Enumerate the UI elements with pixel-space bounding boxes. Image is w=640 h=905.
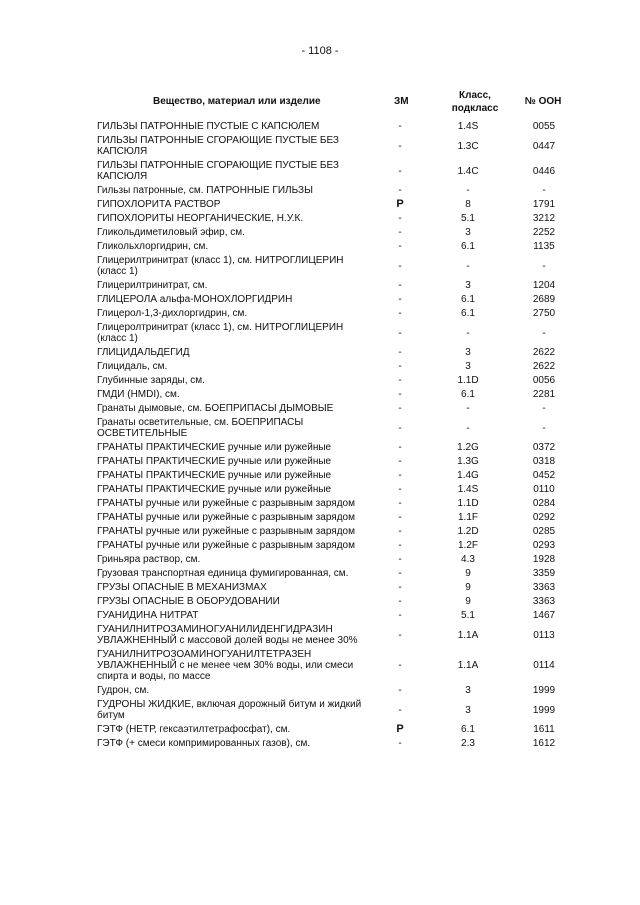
cell-dg: - xyxy=(398,294,402,305)
cell-class: 1.3G xyxy=(457,456,479,467)
table-row xyxy=(97,647,587,683)
table-row xyxy=(97,158,587,183)
table-row xyxy=(97,468,587,482)
cell-dg: P xyxy=(396,198,404,210)
cell-dg: - xyxy=(398,660,402,671)
cell-class: - xyxy=(466,185,470,196)
cell-class: 9 xyxy=(465,582,471,593)
cell-name: ГИПОХЛОРИТА РАСТВОР xyxy=(97,199,221,210)
cell-class: 6.1 xyxy=(461,724,475,735)
cell-name: Гликольхлоргидрин, см. xyxy=(97,241,209,252)
cell-un: 0318 xyxy=(532,456,556,467)
table-row xyxy=(97,552,587,566)
table-row xyxy=(97,292,587,306)
cell-name: Гликольдиметиловый эфир, см. xyxy=(97,227,245,238)
cell-un: - xyxy=(542,403,546,414)
cell-un: 1135 xyxy=(533,241,555,252)
page-number: - 1108 - xyxy=(301,45,339,57)
table-row xyxy=(97,373,587,387)
cell-un: 0292 xyxy=(532,512,556,523)
cell-class: 8 xyxy=(465,199,471,210)
cell-name: ГЭТФ (+ смеси компримированных газов), см. xyxy=(97,738,311,749)
cell-dg: - xyxy=(398,280,402,291)
cell-un: - xyxy=(542,260,546,272)
table-row xyxy=(97,133,587,158)
cell-name: ГРАНАТЫ ПРАКТИЧЕСКИЕ ручные или ружейные xyxy=(97,470,332,481)
table-row xyxy=(97,454,587,468)
cell-dg: - xyxy=(398,241,402,252)
cell-class: 1.2G xyxy=(457,442,479,453)
cell-dg: - xyxy=(398,470,402,481)
cell-class: 2.3 xyxy=(461,738,475,749)
cell-dg: - xyxy=(398,361,402,372)
cell-un: 1204 xyxy=(532,280,556,291)
cell-class: 9 xyxy=(465,568,471,579)
cell-dg: - xyxy=(398,738,402,749)
cell-un: 0284 xyxy=(532,498,556,509)
table-row xyxy=(97,415,587,440)
cell-un: 0055 xyxy=(532,121,556,132)
cell-un: 0447 xyxy=(532,140,556,152)
table-row xyxy=(97,306,587,320)
cell-class: 6.1 xyxy=(461,389,475,400)
table-body xyxy=(97,119,587,750)
cell-un: 2689 xyxy=(532,294,556,305)
table-row xyxy=(97,359,587,373)
cell-name: Глицерилтринитрат (класс 1), см. НИТРОГЛИЦЕРИН (класс 1) xyxy=(97,255,344,277)
cell-un: 0372 xyxy=(532,442,556,453)
cell-dg: - xyxy=(398,629,402,641)
cell-un: 2622 xyxy=(532,347,556,358)
cell-class: 5.1 xyxy=(461,213,475,224)
cell-name: ГРАНАТЫ ручные или ружейные с разрывным зарядом xyxy=(97,512,355,523)
cell-un: 1791 xyxy=(532,199,556,210)
cell-class: 6.1 xyxy=(461,241,475,252)
cell-class: 6.1 xyxy=(461,308,475,319)
cell-class: 1.4S xyxy=(457,484,479,495)
cell-name: ГРУЗЫ ОПАСНЫЕ В ОБОРУДОВАНИИ xyxy=(97,596,280,607)
cell-un: 0114 xyxy=(533,660,555,671)
cell-name: ГИЛЬЗЫ ПАТРОННЫЕ СГОРАЮЩИЕ ПУСТЫЕ БЕЗ КАПСЮЛЯ xyxy=(97,160,339,182)
table-row xyxy=(97,278,587,292)
cell-dg: - xyxy=(398,308,402,319)
cell-class: 1.2F xyxy=(457,540,478,551)
table-row xyxy=(97,183,587,197)
header-class xyxy=(440,89,510,115)
cell-name: ГИЛЬЗЫ ПАТРОННЫЕ ПУСТЫЕ С КАПСЮЛЕМ xyxy=(97,121,320,132)
cell-class: 3 xyxy=(465,685,471,696)
cell-class: 1.4S xyxy=(457,121,479,132)
cell-name: ГРУЗЫ ОПАСНЫЕ В МЕХАНИЗМАХ xyxy=(97,582,267,593)
cell-un: - xyxy=(542,185,546,196)
cell-un: 0285 xyxy=(532,526,556,537)
cell-name: ГЭТФ (НЕТР, гексаэтилтетрафосфат), см. xyxy=(97,724,291,735)
cell-name: Грузовая транспортная единица фумигированная, см. xyxy=(97,568,349,579)
cell-name: Гильзы патронные, см. ПАТРОННЫЕ ГИЛЬЗЫ xyxy=(97,185,313,196)
cell-name: ГУАНИЛНИТРОЗОАМИНОГУАНИЛТЕТРАЗЕН УВЛАЖНЕННЫЙ с не менее чем 30% воды, или смеси спирта и воды, по массе xyxy=(97,649,354,682)
cell-un: 1611 xyxy=(533,724,555,735)
cell-dg: - xyxy=(398,260,402,272)
cell-name: ГУАНИЛНИТРОЗАМИНОГУАНИЛИДЕНГИДРАЗИН УВЛАЖНЕННЫЙ с массовой долей воды не менее 30% xyxy=(97,624,358,646)
table-row xyxy=(97,239,587,253)
cell-dg: - xyxy=(398,389,402,400)
cell-name: ГИЛЬЗЫ ПАТРОННЫЕ СГОРАЮЩИЕ ПУСТЫЕ БЕЗ КАПСЮЛЯ xyxy=(97,135,339,157)
cell-dg: - xyxy=(398,484,402,495)
cell-name: ГИПОХЛОРИТЫ НЕОРГАНИЧЕСКИЕ, Н.У.К. xyxy=(97,213,304,224)
cell-dg: P xyxy=(396,723,404,735)
cell-un: 0113 xyxy=(533,629,555,641)
table-row xyxy=(97,594,587,608)
cell-class: 1.1F xyxy=(457,512,478,523)
cell-name: ГРАНАТЫ ручные или ружейные с разрывным зарядом xyxy=(97,498,355,509)
cell-name: ГУАНИДИНА НИТРАТ xyxy=(97,610,199,621)
cell-un: 1612 xyxy=(532,738,556,749)
cell-class: 1.1D xyxy=(457,375,479,386)
cell-class: 1.1A xyxy=(457,660,479,671)
cell-dg: - xyxy=(398,685,402,696)
cell-dg: - xyxy=(398,347,402,358)
cell-dg: - xyxy=(398,185,402,196)
cell-dg: - xyxy=(398,213,402,224)
cell-class: 5.1 xyxy=(461,610,475,621)
header-substance: Вещество, материал или изделие xyxy=(153,96,321,107)
cell-un: 3363 xyxy=(532,596,556,607)
cell-un: 1928 xyxy=(532,554,556,565)
cell-class: 1.4C xyxy=(457,165,479,177)
table-row xyxy=(97,622,587,647)
table-row xyxy=(97,697,587,722)
cell-un: 1999 xyxy=(532,704,556,716)
table-row xyxy=(97,225,587,239)
table-row xyxy=(97,197,587,211)
cell-un: 2281 xyxy=(532,389,556,400)
cell-un: 0056 xyxy=(532,375,556,386)
cell-un: 1467 xyxy=(532,610,556,621)
cell-name: Глицерилтринитрат, см. xyxy=(97,280,208,291)
cell-class: - xyxy=(466,327,470,339)
table-row xyxy=(97,320,587,345)
cell-dg: - xyxy=(398,403,402,414)
table-row xyxy=(97,440,587,454)
cell-dg: - xyxy=(398,526,402,537)
cell-dg: - xyxy=(398,422,402,434)
cell-class: 1.3C xyxy=(457,140,479,152)
header-class-line1: Класс, xyxy=(459,90,491,101)
cell-class: 3 xyxy=(465,704,471,716)
cell-class: 4.3 xyxy=(461,554,475,565)
cell-dg: - xyxy=(398,540,402,551)
table-row xyxy=(97,211,587,225)
cell-un: 0446 xyxy=(532,165,556,177)
table-row xyxy=(97,736,587,750)
cell-name: Глицерол-1,3-дихлоргидрин, см. xyxy=(97,308,248,319)
table-row xyxy=(97,253,587,278)
table-row xyxy=(97,608,587,622)
cell-un: 0110 xyxy=(533,484,555,495)
cell-name: ГРАНАТЫ ПРАКТИЧЕСКИЕ ручные или ружейные xyxy=(97,456,332,467)
cell-dg: - xyxy=(398,498,402,509)
cell-dg: - xyxy=(398,165,402,177)
table-row xyxy=(97,538,587,552)
cell-un: 3359 xyxy=(532,568,556,579)
table-header xyxy=(95,89,585,117)
cell-class: - xyxy=(466,260,470,272)
cell-dg: - xyxy=(398,227,402,238)
cell-class: 3 xyxy=(465,347,471,358)
cell-name: Гранаты осветительные, см. БОЕПРИПАСЫ ОСВЕТИТЕЛЬНЫЕ xyxy=(97,417,304,439)
table-row xyxy=(97,496,587,510)
cell-un: 3212 xyxy=(532,213,556,224)
table-row xyxy=(97,119,587,133)
cell-dg: - xyxy=(398,582,402,593)
cell-dg: - xyxy=(398,512,402,523)
table-row xyxy=(97,566,587,580)
cell-class: 3 xyxy=(465,280,471,291)
cell-class: 1.1D xyxy=(457,498,479,509)
table-row xyxy=(97,482,587,496)
cell-un: 0452 xyxy=(532,470,556,481)
cell-name: Гудрон, см. xyxy=(97,685,150,696)
cell-name: Глицидаль, см. xyxy=(97,361,168,372)
table-row xyxy=(97,580,587,594)
cell-name: Гриньяра раствор, см. xyxy=(97,554,201,565)
table-row xyxy=(97,510,587,524)
cell-name: ГРАНАТЫ ПРАКТИЧЕСКИЕ ручные или ружейные xyxy=(97,484,332,495)
cell-name: ГРАНАТЫ ручные или ружейные с разрывным зарядом xyxy=(97,540,355,551)
cell-name: ГРАНАТЫ ПРАКТИЧЕСКИЕ ручные или ружейные xyxy=(97,442,332,453)
cell-dg: - xyxy=(398,554,402,565)
cell-name: ГМДИ (HMDI), см. xyxy=(97,389,180,400)
cell-un: 2252 xyxy=(532,227,556,238)
cell-dg: - xyxy=(398,442,402,453)
cell-dg: - xyxy=(398,375,402,386)
cell-dg: - xyxy=(398,568,402,579)
table-row xyxy=(97,722,587,736)
cell-class: - xyxy=(466,422,470,434)
cell-dg: - xyxy=(398,140,402,152)
header-un: № ООН xyxy=(524,96,562,107)
table-row xyxy=(97,401,587,415)
cell-un: 2622 xyxy=(532,361,556,372)
cell-name: ГЛИЦИДАЛЬДЕГИД xyxy=(97,347,190,358)
table-row xyxy=(97,683,587,697)
cell-dg: - xyxy=(398,456,402,467)
cell-class: - xyxy=(466,403,470,414)
cell-class: 6.1 xyxy=(461,294,475,305)
cell-un: 1999 xyxy=(532,685,556,696)
header-dg: ЗМ xyxy=(394,96,409,107)
cell-name: Гранаты дымовые, см. БОЕПРИПАСЫ ДЫМОВЫЕ xyxy=(97,403,334,414)
cell-un: 0293 xyxy=(532,540,556,551)
cell-dg: - xyxy=(398,610,402,621)
cell-dg: - xyxy=(398,327,402,339)
cell-dg: - xyxy=(398,596,402,607)
cell-dg: - xyxy=(398,704,402,716)
cell-name: Глицеролтринитрат (класс 1), см. НИТРОГЛИЦЕРИН (класс 1) xyxy=(97,322,344,344)
cell-name: ГРАНАТЫ ручные или ружейные с разрывным зарядом xyxy=(97,526,355,537)
cell-class: 1.1A xyxy=(457,629,479,641)
cell-class: 3 xyxy=(465,361,471,372)
cell-un: - xyxy=(542,327,546,339)
table-row xyxy=(97,345,587,359)
cell-un: - xyxy=(542,422,546,434)
cell-class: 9 xyxy=(465,596,471,607)
cell-un: 2750 xyxy=(532,308,556,319)
cell-class: 3 xyxy=(465,227,471,238)
cell-un: 3363 xyxy=(532,582,556,593)
cell-class: 1.4G xyxy=(457,470,479,481)
cell-class: 1.2D xyxy=(457,526,479,537)
cell-name: ГУДРОНЫ ЖИДКИЕ, включая дорожный битум и жидкий битум xyxy=(97,699,362,721)
table-row xyxy=(97,387,587,401)
cell-name: ГЛИЦЕРОЛА альфа-МОНОХЛОРГИДРИН xyxy=(97,294,293,305)
cell-name: Глубинные заряды, см. xyxy=(97,375,205,386)
header-class-line2: подкласс xyxy=(451,103,499,114)
cell-dg: - xyxy=(398,121,402,132)
table-row xyxy=(97,524,587,538)
